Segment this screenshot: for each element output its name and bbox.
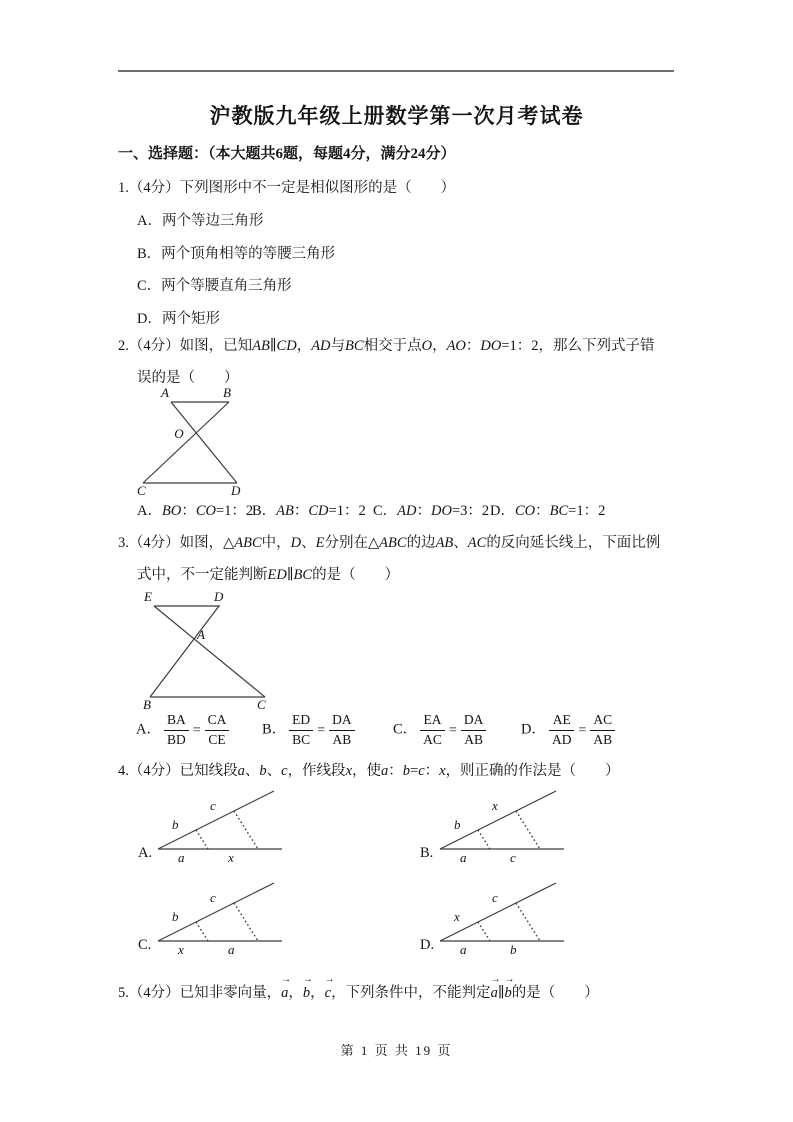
segment-label: a	[228, 942, 235, 957]
fraction-denominator: CE	[208, 731, 226, 747]
question-3-stem-line1: 3.（4分）如图，△ABC中，D、E分别在△ABC的边AB、AC的反向延长线上，下面比例	[118, 535, 661, 551]
question-4-option-a-label: A.	[138, 845, 153, 861]
question-2-stem-line2: 误的是（ ）	[137, 370, 239, 386]
option-label: C．	[393, 721, 418, 738]
question-4-figure-c	[152, 877, 287, 955]
fraction-numerator: AE	[549, 712, 575, 731]
question-2-option-b: B．AB：CD=1：2	[252, 503, 366, 519]
question-4-figure-a	[152, 785, 287, 863]
segment-label: a	[460, 942, 467, 957]
segment-label: b	[172, 909, 179, 924]
segment-label: x	[454, 909, 460, 924]
question-3-option-c	[393, 712, 489, 749]
fraction-denominator: AD	[551, 731, 572, 747]
question-3-figure	[138, 589, 273, 712]
figure-parallel-tick-2	[234, 903, 258, 941]
fraction-numerator: EA	[420, 712, 445, 731]
segment-label: c	[510, 850, 516, 865]
question-4-figure-b	[434, 785, 569, 863]
vertex-label-a: A	[161, 385, 169, 400]
fraction	[461, 712, 487, 749]
question-2-option-d: D．CO：BC=1：2	[490, 503, 606, 519]
segment-label: x	[178, 942, 184, 957]
vertex-label-c: C	[137, 483, 146, 498]
question-2-option-a: A．BO：CO=1：2	[137, 503, 254, 519]
segment-label: x	[228, 850, 234, 865]
option-label: B．	[262, 721, 287, 738]
question-5-stem: 5.（4分）已知非零向量，→ a，→ b，→ c，下列条件中，不能判定→ a∥→ b的是（ ）	[118, 984, 599, 1002]
fraction-numerator: AC	[590, 712, 615, 731]
exam-title: 沪教版九年级上册数学第一次月考试卷	[209, 104, 584, 128]
vertex-label-c: C	[257, 697, 266, 712]
vertex-label-e: E	[144, 589, 152, 604]
fraction	[420, 712, 445, 749]
fraction	[549, 712, 575, 749]
fraction	[590, 712, 615, 749]
question-4-stem: 4.（4分）已知线段a、b、c，作线段x，使a：b=c：x，则正确的作法是（ ）	[118, 763, 620, 779]
figure-parallel-tick-1	[196, 830, 208, 849]
figure-edge-bc	[143, 402, 229, 483]
segment-label: c	[210, 798, 216, 813]
question-4-option-b-label: B.	[420, 845, 434, 861]
equals-sign: =	[448, 722, 457, 738]
figure-parallel-tick-1	[478, 922, 490, 941]
vertex-label-o: O	[174, 426, 184, 441]
question-1-option-b: B．两个顶角相等的等腰三角形	[137, 246, 336, 262]
equals-sign: =	[317, 722, 326, 738]
figure-parallel-tick-1	[478, 830, 490, 849]
fraction-denominator: AB	[332, 731, 352, 747]
question-3-stem-line2: 式中，不一定能判断ED∥BC的是（ ）	[137, 567, 400, 583]
question-1-option-d: D．两个矩形	[137, 311, 220, 327]
fraction-numerator: BA	[164, 712, 189, 731]
vertex-label-d: D	[214, 589, 224, 604]
equals-sign: =	[192, 722, 201, 738]
figure-parallel-tick-2	[516, 811, 540, 849]
figure-parallel-tick-1	[196, 922, 208, 941]
vertex-label-b: B	[143, 697, 151, 712]
vertex-label-a: A	[197, 627, 205, 642]
fraction-denominator: AB	[464, 731, 483, 747]
vertex-label-b: B	[223, 385, 231, 400]
question-2-stem-line1: 2.（4分）如图，已知AB∥CD，AD与BC相交于点O，AO：DO=1：2，那么下列式子错	[118, 338, 655, 354]
figure-edge-ec	[154, 606, 265, 697]
fraction-numerator: DA	[329, 712, 355, 731]
question-2-option-c: C．AD：DO=3：2	[373, 503, 490, 519]
question-4-figure-d	[434, 877, 569, 955]
segment-label: c	[210, 890, 216, 905]
fraction-denominator: AC	[423, 731, 442, 747]
fraction-numerator: DA	[461, 712, 487, 731]
segment-label: b	[454, 817, 461, 832]
segment-label: c	[492, 890, 498, 905]
figure-parallel-tick-2	[234, 811, 258, 849]
question-3-option-b	[262, 712, 358, 749]
segment-label: a	[460, 850, 467, 865]
fraction-denominator: BD	[166, 731, 186, 747]
fraction-denominator: BC	[292, 731, 311, 747]
fraction-denominator: AB	[593, 731, 613, 747]
segment-label: a	[178, 850, 185, 865]
question-4-option-c-label: C.	[138, 937, 152, 953]
question-2-figure	[133, 383, 248, 498]
option-label: A．	[136, 721, 161, 738]
question-3-option-d	[521, 712, 618, 749]
fraction	[164, 712, 189, 749]
equals-sign: =	[578, 722, 587, 738]
question-3-option-a	[136, 712, 232, 749]
header-rule	[118, 70, 674, 72]
segment-label: x	[492, 798, 498, 813]
vertex-label-d: D	[231, 483, 241, 498]
section-heading: 一、选择题：（本大题共6题，每题4分，满分24分）	[118, 146, 456, 162]
fraction-numerator: CA	[205, 712, 230, 731]
figure-parallel-tick-2	[516, 903, 540, 941]
fraction	[289, 712, 313, 749]
segment-label: b	[172, 817, 179, 832]
fraction	[329, 712, 355, 749]
figure-edge-ad	[171, 402, 237, 483]
fraction	[205, 712, 230, 749]
fraction-numerator: ED	[289, 712, 313, 731]
page-number: 第 1 页 共 19 页	[340, 1043, 453, 1058]
question-1-option-a: A．两个等边三角形	[137, 213, 264, 229]
question-4-option-d-label: D.	[420, 937, 435, 953]
segment-label: b	[510, 942, 517, 957]
option-label: D．	[521, 721, 546, 738]
question-1-option-c: C．两个等腰直角三角形	[137, 278, 292, 294]
question-1-stem: 1.（4分）下列图形中不一定是相似图形的是（ ）	[118, 180, 456, 196]
